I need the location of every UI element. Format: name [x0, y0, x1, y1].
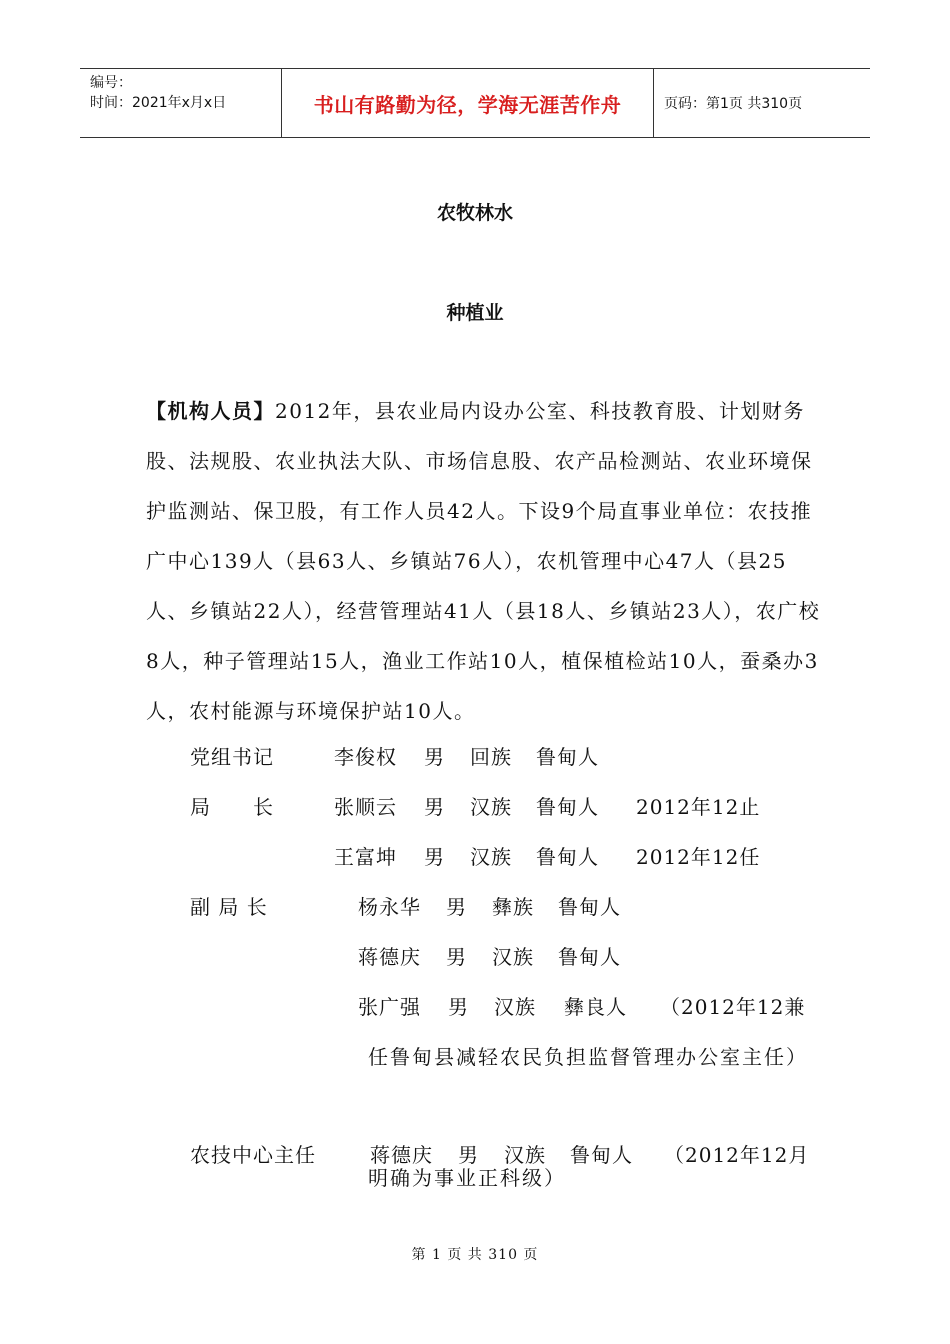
staff-remark: 2012年12止: [636, 795, 761, 819]
org-body: 2012年，县农业局内设办公室、科技教育股、计划财务股、法规股、农业执法大队、市场信息股、农产品检测站、农业环境保护监测站、保卫股，有工作人员42人。下设9个局直事业单位：农技推广中心139人（县63人、乡镇站76人），农机管理中心47人（县25人、乡镇站22人），经营管理站41人（县18人、乡镇站23人），农广校8人，种子管理站15人，渔业工作站10人，植保植检站10人，蚕桑办3人，农村能源与环境保护站10人。: [146, 399, 821, 723]
staff-title: 局 长: [190, 795, 274, 819]
staff-remark-continuation: 任鲁甸县减轻农民负担监督管理办公室主任）: [368, 1045, 808, 1069]
staff-origin: 鲁甸人: [558, 895, 621, 919]
header-meta: [80, 69, 282, 137]
staff-name: 杨永华: [358, 895, 421, 919]
staff-ethnicity: 回族: [470, 745, 512, 769]
document-header: [80, 68, 870, 138]
section-title: 农牧林水: [436, 202, 513, 224]
subsection-title: 种植业: [446, 302, 504, 324]
header-page-cell: [654, 69, 870, 137]
staff-title: 副 局 长: [190, 895, 268, 919]
staff-ethnicity: 汉族: [470, 845, 512, 869]
staff-name: 李俊权: [334, 745, 397, 769]
staff-ethnicity: 汉族: [492, 945, 534, 969]
staff-title: 农技中心主任: [190, 1143, 316, 1167]
staff-name: 张顺云: [334, 795, 397, 819]
staff-remark: （2012年12兼: [660, 995, 806, 1019]
staff-origin: 鲁甸人: [570, 1143, 633, 1167]
header-motto-cell: [282, 69, 654, 137]
staff-gender: 男: [424, 745, 445, 769]
staff-ethnicity: 彝族: [492, 895, 534, 919]
staff-ethnicity: 汉族: [494, 995, 536, 1019]
staff-origin: 鲁甸人: [536, 795, 599, 819]
staff-name: 蒋德庆: [358, 945, 421, 969]
motto-text: 书山有路勤为径，学海无涯苦作舟: [313, 92, 622, 117]
staff-ethnicity: 汉族: [504, 1143, 546, 1167]
staff-gender: 男: [424, 795, 445, 819]
org-paragraph: [146, 386, 826, 736]
staff-title: 党组书记: [190, 745, 274, 769]
staff-gender: 男: [458, 1143, 479, 1167]
staff-origin: 鲁甸人: [558, 945, 621, 969]
staff-gender: 男: [424, 845, 445, 869]
org-lead: 【机构人员】: [146, 399, 275, 423]
page-footer: 第 1 页 共 310 页: [411, 1247, 539, 1263]
staff-remark: 2012年12任: [636, 845, 761, 869]
page-label: 页码：第1页 共310页: [664, 96, 803, 112]
staff-name: 王富坤: [334, 845, 397, 869]
staff-origin: 彝良人: [564, 995, 627, 1019]
staff-gender: 男: [448, 995, 469, 1019]
number-label: 编号：: [90, 75, 132, 91]
staff-name: 蒋德庆: [370, 1143, 433, 1167]
staff-remark-continuation: 明确为事业正科级）: [368, 1166, 566, 1190]
staff-ethnicity: 汉族: [470, 795, 512, 819]
staff-gender: 男: [446, 895, 467, 919]
staff-origin: 鲁甸人: [536, 845, 599, 869]
staff-name: 张广强: [358, 995, 421, 1019]
staff-gender: 男: [446, 945, 467, 969]
time-label: 时间：2021年x月x日: [90, 95, 227, 111]
staff-remark: （2012年12月: [664, 1143, 810, 1167]
staff-origin: 鲁甸人: [536, 745, 599, 769]
